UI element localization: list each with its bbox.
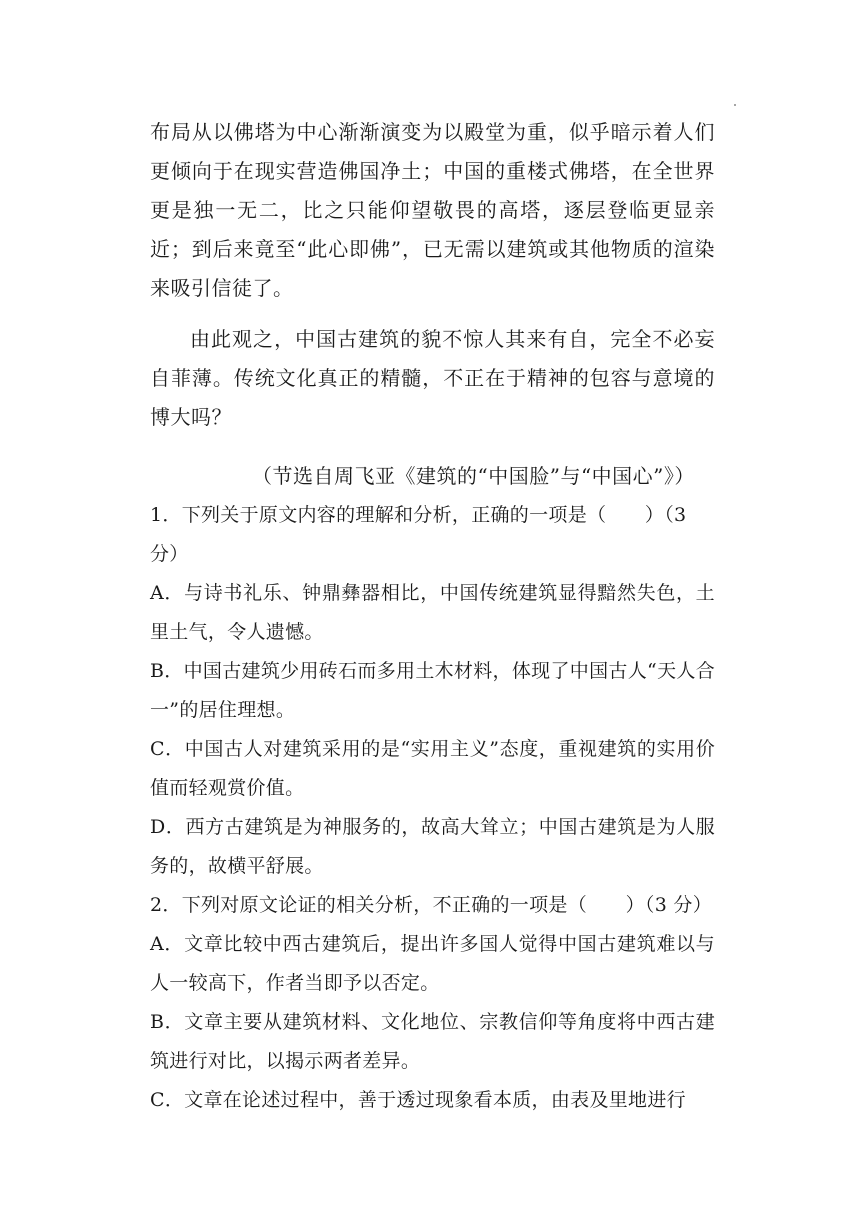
- question-option: B．文章主要从建筑材料、文化地位、宗教信仰等角度将中西古建筑进行对比，以揭示两者差异。: [150, 1011, 715, 1072]
- passage-paragraph-2: 由此观之，中国古建筑的貌不惊人其来有自，完全不必妄自菲薄。传统文化真正的精髓，不正在于精神的包容与意境的博大吗？: [150, 327, 715, 429]
- passage-paragraph-1: 布局从以佛塔为中心渐渐演变为以殿堂为重，似乎暗示着人们更倾向于在现实营造佛国净土；中国的重楼式佛塔，在全世界更是独一无二，比之只能仰望敬畏的高塔，逐层登临更显亲近；到后来竟至“此心即佛”，已无需以建筑或其他物质的渲染来吸引信徒了。: [150, 120, 715, 300]
- question-option: B．中国古建筑少用砖石而多用土木材料，体现了中国古人“天人合一”的居住理想。: [150, 660, 715, 721]
- question-option: C．文章在论述过程中，善于透过现象看本质，由表及里地进行: [150, 1089, 686, 1111]
- question-2: [150, 886, 715, 1120]
- question-option: D．西方古建筑是为神服务的，故高大耸立；中国古建筑是为人服务的，故横平舒展。: [150, 816, 715, 877]
- question-option: A．与诗书礼乐、钟鼎彝器相比，中国传统建筑显得黯然失色，土里土气，令人遗憾。: [150, 582, 715, 643]
- question-option: A．文章比较中西古建筑后，提出许多国人觉得中国古建筑难以与人一较高下，作者当即予以否定。: [150, 933, 715, 994]
- question-1: [150, 496, 715, 886]
- question-stem: 2．下列对原文论证的相关分析，不正确的一项是（ ）（3 分）: [150, 894, 713, 916]
- passage-source: （节选自周飞亚《建筑的“中国脸”与“中国心”》）: [252, 464, 695, 488]
- question-stem: 1．下列关于原文内容的理解和分析，正确的一项是（ ）（3 分）: [150, 504, 687, 565]
- question-option: C．中国古人对建筑采用的是“实用主义”态度，重视建筑的实用价值而轻观赏价值。: [150, 738, 715, 799]
- page-mark: [734, 104, 736, 106]
- document-content: [150, 113, 715, 1120]
